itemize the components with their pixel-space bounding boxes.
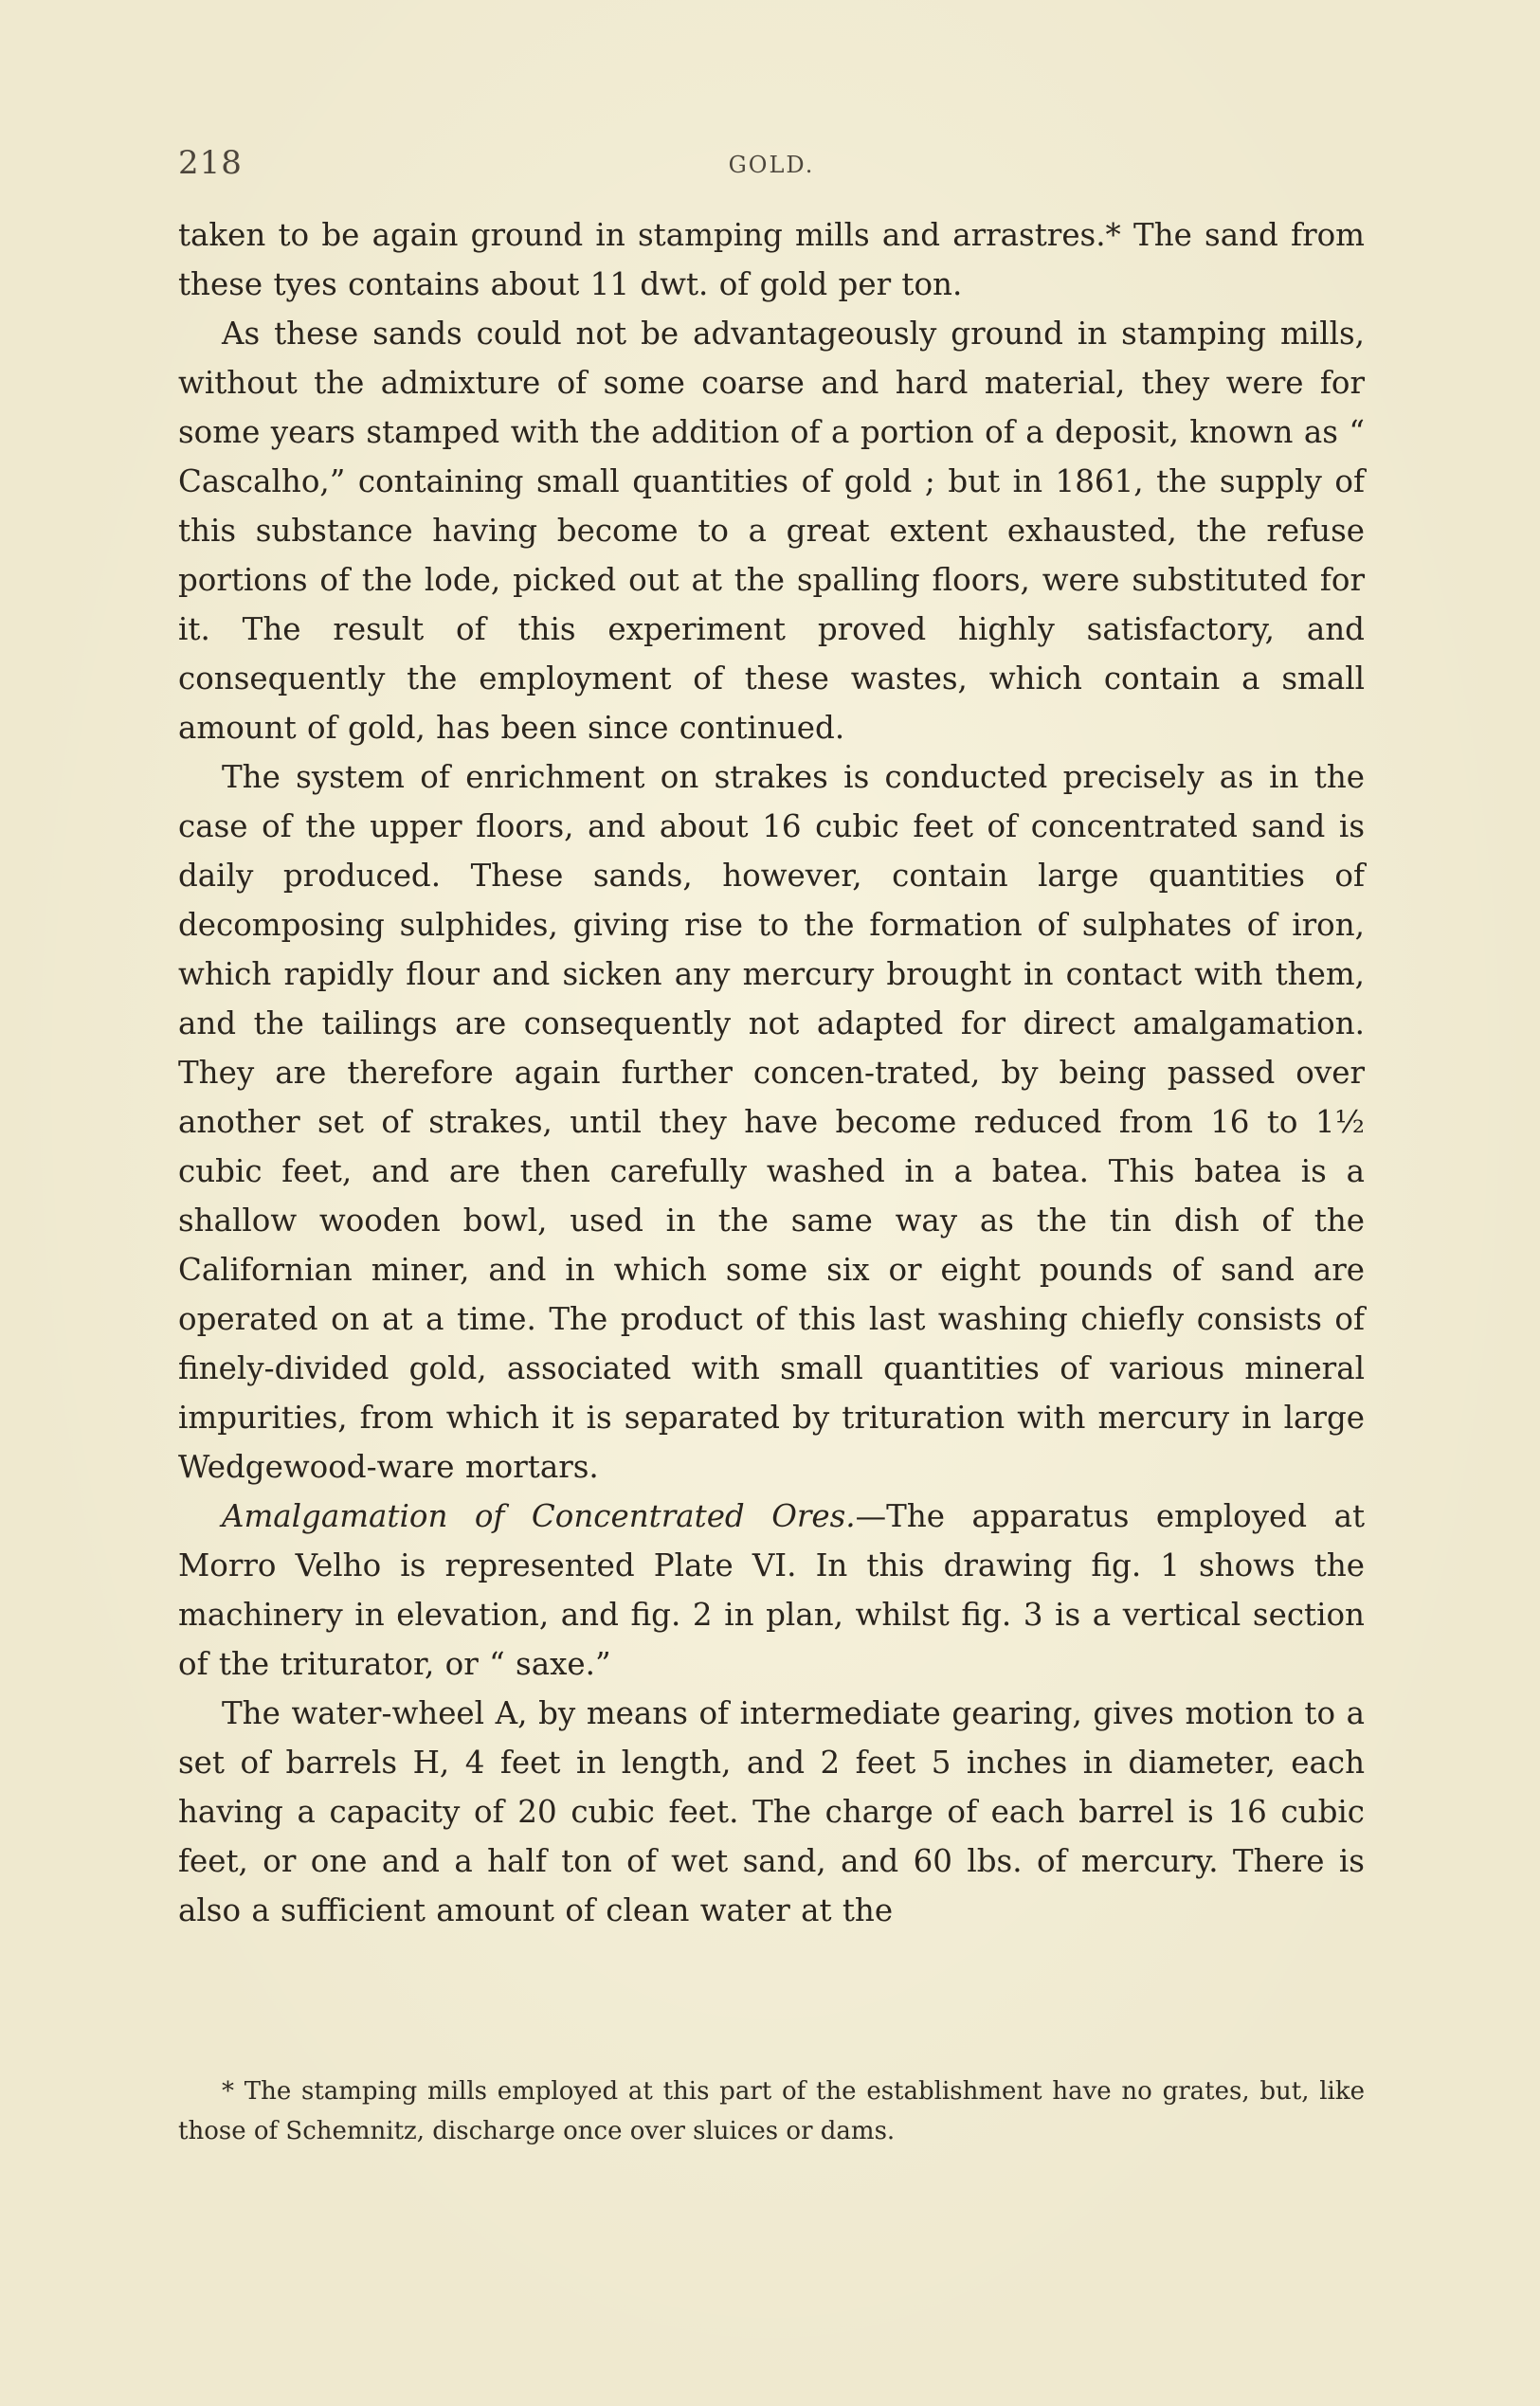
running-title: GOLD. — [728, 152, 815, 178]
page-header — [178, 144, 1365, 186]
section-heading: Amalgamation of Concentrated Ores. — [222, 1498, 856, 1534]
paragraph-5: The water-wheel A, by means of intermediate gearing, gives motion to a set of barrels H, 4 feet in length, and 2 feet 5 inches in diameter, each having a capacity of 20 cubic feet. The charge of each barrel is 16 cubic feet, or one and a half ton of wet sand, and 60 lbs. of mercury. There is also a sufficient amount of clean water at the — [178, 1695, 1365, 1928]
footnote-text: * The stamping mills employed at this part of the establishment have no grates, but, like those of Schemnitz, discharge once over sluices or dams. — [178, 2077, 1365, 2145]
page-number: 218 — [178, 144, 243, 182]
paragraph-3: The system of enrichment on strakes is conducted precisely as in the case of the upper floors, and about 16 cubic feet of concentrated sand is daily produced. These sands, however, contain large quantities of decomposing sulphides, giving rise to the formation of sulphates of iron, which rapidly flour and sicken any mercury brought in contact with them, and the tailings are consequently not adapted for direct amalgamation. They are therefore again further concen-trated, by being passed over another set of strakes, until they have become reduced from 16 to 1½ cubic feet, and are then carefully washed in a batea. This batea is a shallow wooden bowl, used in the same way as the tin dish of the Californian miner, and in which some six or eight pounds of sand are operated on at a time. The product of this last washing chiefly consists of finely-divided gold, associated with small quantities of various mineral impurities, from which it is separated by trituration with mercury in large Wedgewood-ware mortars. — [178, 759, 1365, 1485]
paragraph-4 — [178, 1492, 1365, 1689]
body-text — [178, 210, 1365, 1935]
paragraph-1: taken to be again ground in stamping mills and arrastres.* The sand from these tyes contains about 11 dwt. of gold per ton. — [178, 217, 1365, 302]
paragraph-4-text: —The apparatus employed at Morro Velho is represented Plate VI. In this drawing fig. 1 shows the machinery in elevation, and fig. 2 in plan, whilst fig. 3 is a vertical section of the triturator, or “ saxe.” — [178, 1498, 1365, 1682]
footnote — [178, 2071, 1365, 2151]
paragraph-2: As these sands could not be advantageously ground in stamping mills, without the admixture of some coarse and hard material, they were for some years stamped with the addition of a portion of a deposit, known as “ Cascalho,” containing small quantities of gold ; but in 1861, the supply of this substance having become to a great extent exhausted, the refuse portions of the lode, picked out at the spalling floors, were substituted for it. The result of this experiment proved highly satisfactory, and consequently the employment of these wastes, which contain a small amount of gold, has been since continued. — [178, 316, 1365, 746]
